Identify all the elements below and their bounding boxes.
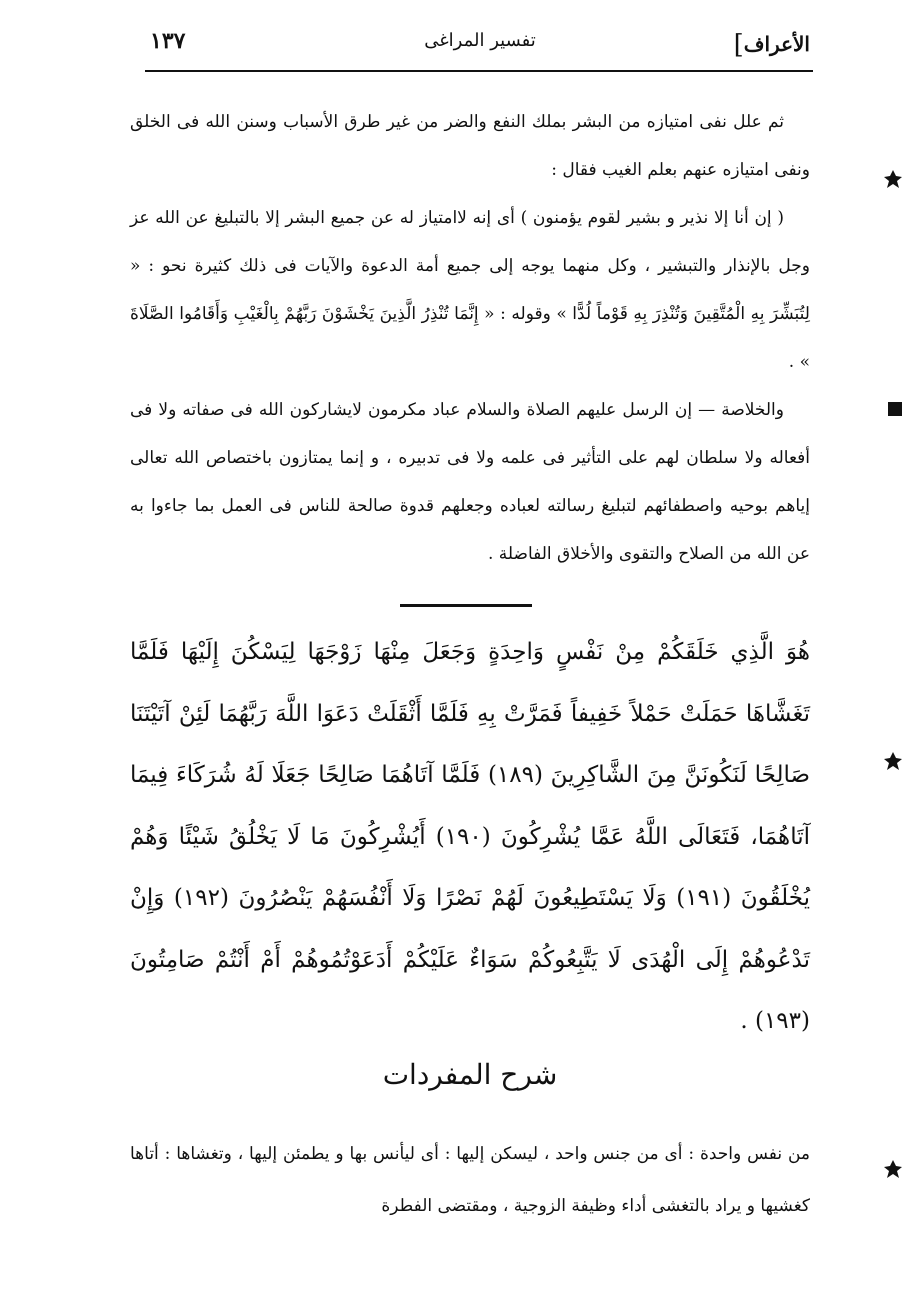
page-number: ١٣٧ bbox=[150, 28, 186, 54]
verses-text: هُوَ الَّذِي خَلَقَكُمْ مِنْ نَفْسٍ وَاحِدَةٍ وَجَعَلَ مِنْهَا زَوْجَهَا لِيَسْكُنَ إِلَيْهَا فَلَمَّا تَغَشَّاهَا حَمَلَتْ حَمْلاً خَفِيفاً فَمَرَّتْ بِهِ فَلَمَّا أَثْقَلَتْ دَعَوَا اللَّهَ رَبَّهُمَا لَئِنْ آتَيْتَنَا صَالِحًا لَنَكُونَنَّ مِنَ الشَّاكِرِينَ (١٨٩) فَلَمَّا آتَاهُمَا صَالِحًا جَعَلَا لَهُ شُرَكَاءَ فِيمَا آتَاهُمَا، فَتَعَالَى اللَّهُ عَمَّا يُشْرِكُونَ (١٩٠) أَيُشْرِكُونَ مَا لَا يَخْلُقُ شَيْئًا وَهُمْ يُخْلَقُونَ (١٩١) وَلَا يَسْتَطِيعُونَ لَهُمْ نَصْرًا وَلَا أَنْفُسَهُمْ يَنْصُرُونَ (١٩٢) وَإِنْ تَدْعُوهُمْ إِلَى الْهُدَى لَا يَتَّبِعُوكُمْ سَوَاءٌ عَلَيْكُمْ أَدَعَوْتُمُوهُمْ أَمْ أَنْتُمْ صَامِتُونَ (١٩٣) . bbox=[130, 639, 811, 1034]
margin-mark-icon bbox=[884, 170, 902, 188]
header-rule bbox=[145, 70, 813, 72]
section-heading: شرح المفردات bbox=[382, 1058, 558, 1091]
section-divider bbox=[400, 604, 532, 607]
quran-verses bbox=[130, 622, 810, 1053]
vocabulary-explanation bbox=[130, 1128, 810, 1232]
header-bracket: ] bbox=[733, 30, 744, 60]
vocab-text: من نفس واحدة : أى من جنس واحد ، ليسكن إليها : أى ليأنس بها و يطمئن إليها ، وتغشاها : أتاها كغشيها و يراد بالتغشى أداء وظيفة الزوجية ، ومقتضى الفطرة bbox=[130, 1144, 810, 1216]
page-header bbox=[150, 28, 810, 68]
commentary-paragraph-3: والخلاصة — إن الرسل عليهم الصلاة والسلام عباد مكرمون لايشاركون الله فى صفاته ولا فى أفعاله ولا سلطان لهم على التأثير فى علمه ولا فى تدبيره ، و إنما يمتازون باختصاص الله تعالى إياهم بوحيه واصطفائهم لتبليغ رسالته لعباده وجعلهم قدوة صالحة للناس فى العمل بما جاءوا به عن الله من الصلاح والتقوى والأخلاق الفاضلة . bbox=[130, 400, 810, 564]
surah-name-text: الأعراف bbox=[743, 32, 810, 56]
commentary-paragraph-2: ( إن أنا إلا نذير و بشير لقوم يؤمنون ) أى إنه لاامتياز له عن جميع البشر إلا بالتبليغ عن الله عز وجل بالإنذار والتبشير ، وكل منهما يوجه إلى جميع أمة الدعوة والآيات فى ذلك كثيرة نحو : « لِتُبَشِّرَ بِهِ الْمُتَّقِينَ وَتُنْذِرَ بِهِ قَوْماً لُدًّا » وقوله : « إِنَّمَا تُنْذِرُ الَّذِينَ يَخْشَوْنَ رَبَّهُمْ بِالْغَيْبِ وَأَقَامُوا الصَّلَاةَ » . bbox=[130, 208, 810, 372]
margin-mark-icon bbox=[884, 1160, 902, 1178]
book-title: تفسير المراغى bbox=[424, 30, 536, 51]
commentary bbox=[130, 98, 810, 578]
commentary-paragraph-1: ثم علل نفى امتيازه من البشر بملك النفع والضر من غير طرق الأسباب وسنن الله فى الخلق ونفى امتيازه عنهم بعلم الغيب فقال : bbox=[130, 112, 810, 180]
margin-mark-icon bbox=[888, 402, 902, 416]
margin-mark-icon bbox=[884, 752, 902, 770]
